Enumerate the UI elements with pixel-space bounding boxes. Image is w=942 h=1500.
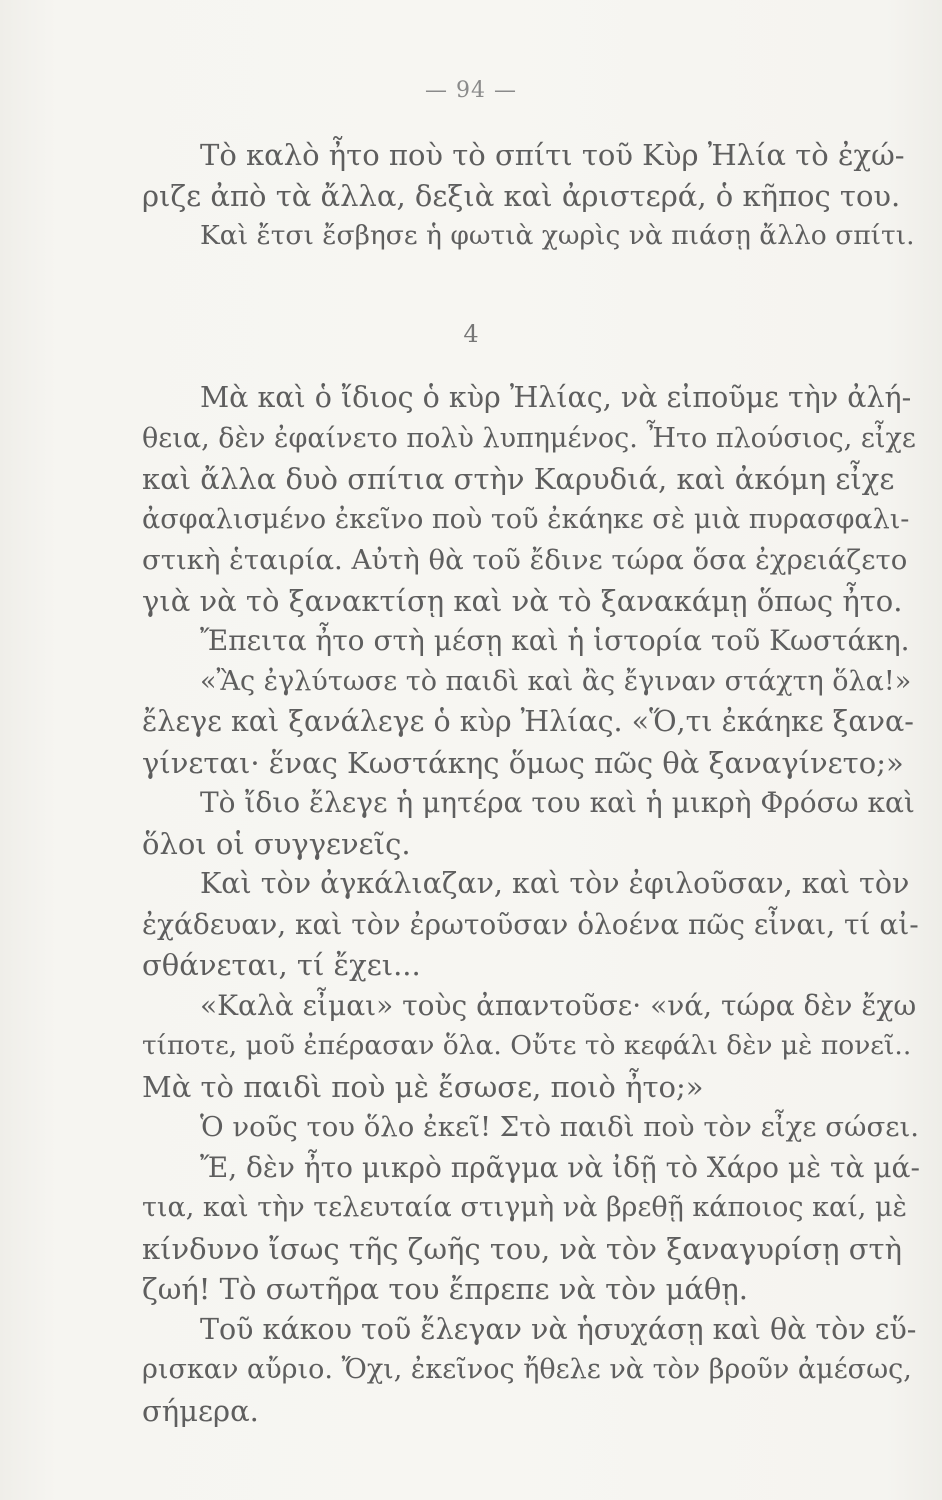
text-line: «Ἂς ἐγλύτωσε τὸ παιδὶ καὶ ἂς ἔγιναν στάχτη ὅλα!» [200, 665, 912, 697]
text-line: σήμερα. [142, 1393, 259, 1428]
text-line: ριζε ἀπὸ τὰ ἄλλα, δεξιὰ καὶ ἀριστερά, ὁ κῆπος του. [142, 178, 901, 213]
section-number: 4 [463, 320, 479, 348]
text-line: τίποτε, μοῦ ἐπέρασαν ὅλα. Οὔτε τὸ κεφάλι δὲν μὲ πονεῖ.. [142, 1030, 912, 1061]
text-line: Καὶ ἔτσι ἔσβησε ἡ φωτιὰ χωρὶς νὰ πιάσῃ ἄλλο σπίτι. [200, 220, 915, 251]
text-line: ἐχάδευαν, καὶ τὸν ἐρωτοῦσαν ὁλοένα πῶς εἶναι, τί αἰ- [142, 907, 919, 941]
text-line: γιὰ νὰ τὸ ξανακτίσῃ καὶ νὰ τὸ ξανακάμῃ ὅπως ἦτο. [142, 583, 903, 618]
text-line: καὶ ἄλλα δυὸ σπίτια στὴν Καρυδιά, καὶ ἀκόμη εἶχε [142, 462, 895, 496]
paragraph-block-1 [142, 135, 920, 257]
text-line: Ἔπειτα ἦτο στὴ μέσῃ καὶ ἡ ἱστορία τοῦ Κωστάκη. [200, 624, 910, 657]
text-line: ζωή! Τὸ σωτῆρα του ἔπρεπε νὰ τὸν μάθῃ. [142, 1272, 748, 1306]
text-line: ὅλοι οἱ συγγενεῖς. [142, 826, 411, 861]
text-line: Ὁ νοῦς του ὅλο ἐκεῖ! Στὸ παιδὶ ποὺ τὸν εἶχε σώσει. [200, 1111, 919, 1143]
text-line: τια, καὶ τὴν τελευταία στιγμὴ νὰ βρεθῇ κάποιος καί, μὲ [142, 1192, 907, 1223]
text-line: Ἔ, δὲν ἦτο μικρὸ πρᾶγμα νὰ ἰδῇ τὸ Χάρο μὲ τὰ μά- [200, 1150, 920, 1184]
page-number: — 94 — [425, 78, 517, 103]
text-line: σθάνεται, τί ἔχει... [142, 948, 421, 982]
paragraph-block-2 [142, 378, 920, 1431]
text-line: Καὶ τὸν ἀγκάλιαζαν, καὶ τὸν ἐφιλοῦσαν, καὶ τὸν [200, 867, 910, 900]
text-line: κίνδυνο ἴσως τῆς ζωῆς του, νὰ τὸν ξαναγυρίσῃ στὴ [142, 1231, 902, 1266]
text-line: Τὸ ἴδιο ἔλεγε ἡ μητέρα του καὶ ἡ μικρὴ Φρόσω καὶ [200, 786, 915, 819]
text-line: ἔλεγε καὶ ξανάλεγε ὁ κὺρ Ἠλίας. «Ὅ,τι ἐκάηκε ξανα- [142, 705, 914, 738]
text-line: γίνεται· ἕνας Κωστάκης ὅμως πῶς θὰ ξαναγίνετο;» [142, 745, 904, 780]
text-line: Τοῦ κάκου τοῦ ἔλεγαν νὰ ἡσυχάσῃ καὶ θὰ τὸν εὕ- [200, 1312, 917, 1346]
text-line: Τὸ καλὸ ἦτο ποὺ τὸ σπίτι τοῦ Κὺρ Ἠλία τὸ ἐχώ- [200, 138, 905, 172]
text-line: στικὴ ἑταιρία. Αὐτὴ θὰ τοῦ ἔδινε τώρα ὅσα ἐχρειάζετο [142, 544, 908, 576]
text-line: Μὰ τὸ παιδὶ ποὺ μὲ ἔσωσε, ποιὸ ἦτο;» [142, 1069, 704, 1104]
text-line: θεια, δὲν ἐφαίνετο πολὺ λυπημένος. Ἦτο πλούσιος, εἶχε [142, 422, 916, 454]
text-line: «Καλὰ εἶμαι» τοὺς ἀπαντοῦσε· «νά, τώρα δὲν ἔχω [200, 988, 917, 1022]
text-line: ρισκαν αὔριο. Ὄχι, ἐκεῖνος ἤθελε νὰ τὸν βροῦν ἀμέσως, [142, 1354, 912, 1385]
text-line: ἀσφαλισμένο ἐκεῖνο ποὺ τοῦ ἐκάηκε σὲ μιὰ πυρασφαλι- [142, 503, 910, 535]
text-line: Μὰ καὶ ὁ ἴδιος ὁ κὺρ Ἠλίας, νὰ εἰποῦμε τὴν ἀλή- [200, 381, 912, 414]
